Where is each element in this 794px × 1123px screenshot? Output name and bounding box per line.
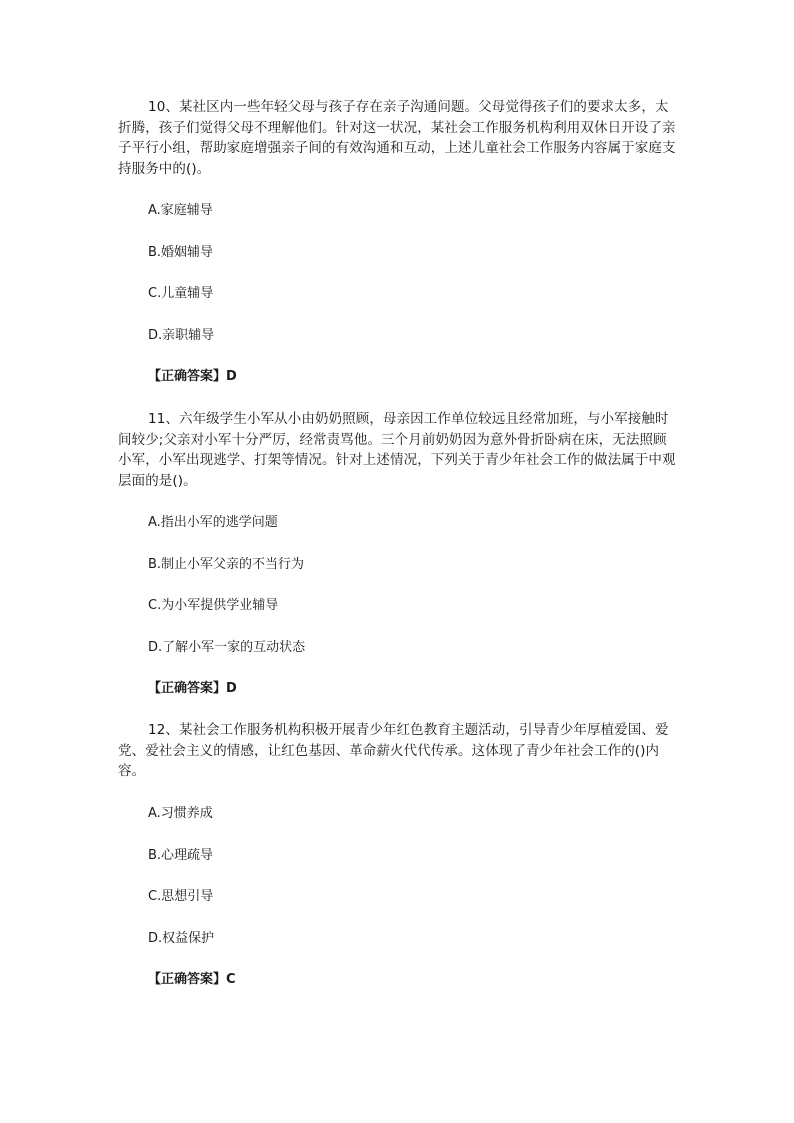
question-stem: 10、某社区内一些年轻父母与孩子存在亲子沟通问题。父母觉得孩子们的要求太多，太折腾，孩子们觉得父母不理解他们。针对这一状况，某社会工作服务机构利用双休日开设了亲子平行小组，帮助家庭增强亲子间的有效沟通和互动，上述儿童社会工作服务内容属于家庭支持服务中的()。 — [118, 99, 676, 177]
question-11 — [118, 409, 678, 696]
option-a: A.家庭辅导 — [148, 203, 213, 218]
option-a: A.指出小军的逃学问题 — [148, 515, 278, 530]
option-d: D.亲职辅导 — [148, 328, 215, 343]
option-c: C.为小军提供学业辅导 — [148, 598, 279, 613]
option-b: B.婚姻辅导 — [148, 245, 214, 260]
option-c: C.儿童辅导 — [148, 286, 214, 301]
question-12 — [118, 720, 678, 987]
option-b: B.制止小军父亲的不当行为 — [148, 557, 305, 572]
question-stem: 11、六年级学生小军从小由奶奶照顾，母亲因工作单位较远且经常加班，与小军接触时间较少;父亲对小军十分严厉，经常责骂他。三个月前奶奶因为意外骨折卧病在床，无法照顾小军，小军出现逃学、打架等情况。针对上述情况，下列关于青少年社会工作的做法属于中观层面的是()。 — [118, 411, 676, 489]
option-d: D.了解小军一家的互动状态 — [148, 640, 306, 655]
option-c: C.思想引导 — [148, 889, 214, 904]
option-b: B.心理疏导 — [148, 848, 214, 863]
option-d: D.权益保护 — [148, 931, 215, 946]
correct-answer: 【正确答案】D — [148, 681, 237, 696]
correct-answer: 【正确答案】D — [148, 369, 237, 384]
correct-answer: 【正确答案】C — [148, 972, 236, 987]
question-10 — [118, 97, 678, 384]
question-stem: 12、某社会工作服务机构积极开展青少年红色教育主题活动，引导青少年厚植爱国、爱党、爱社会主义的情感，让红色基因、革命薪火代代传承。这体现了青少年社会工作的()内容。 — [118, 722, 669, 779]
option-a: A.习惯养成 — [148, 806, 213, 821]
